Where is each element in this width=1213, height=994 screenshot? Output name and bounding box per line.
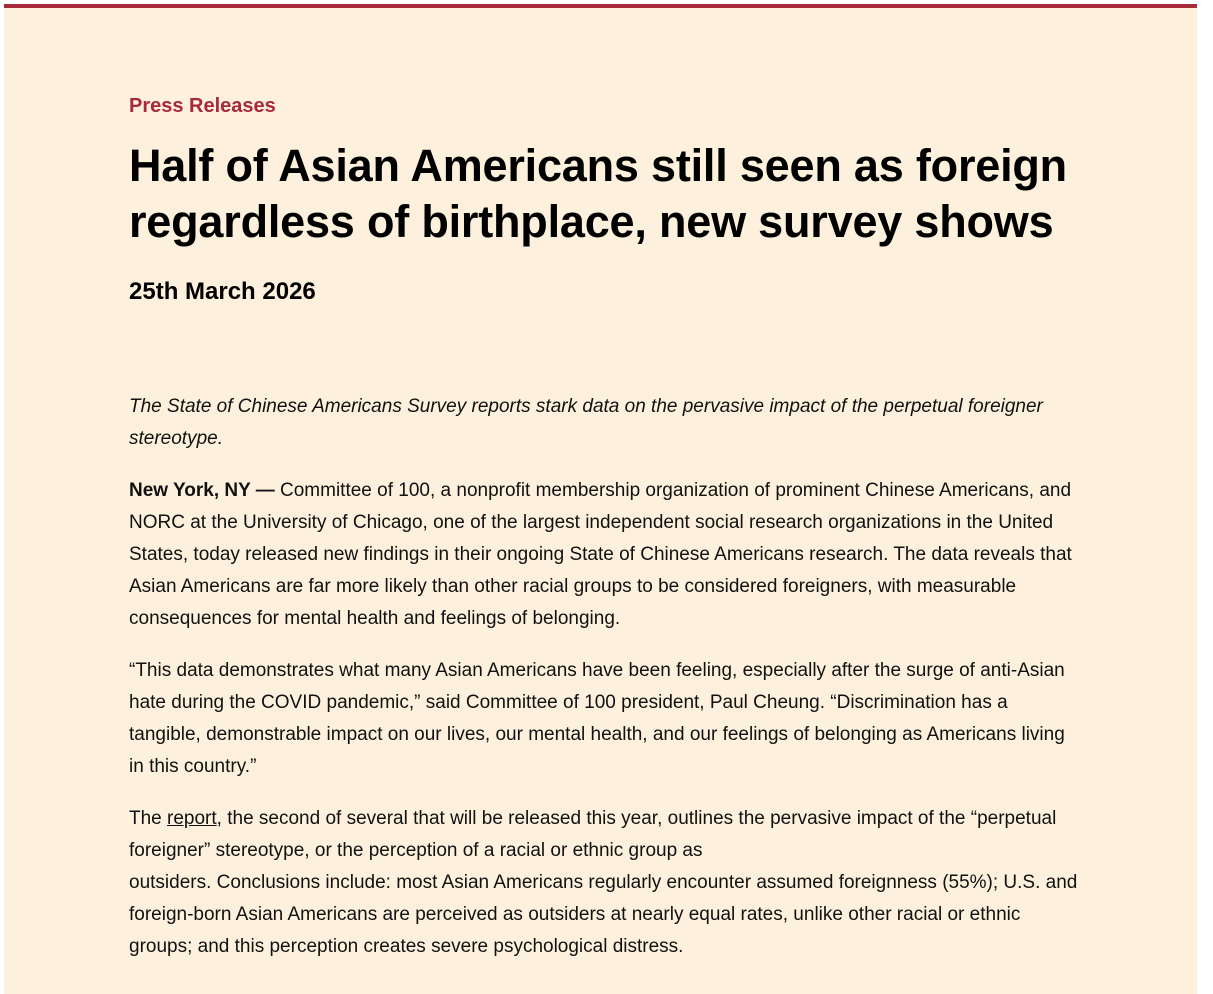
article-content bbox=[129, 94, 1084, 963]
report-link[interactable]: report bbox=[167, 808, 217, 829]
article-headline: Half of Asian Americans still seen as foreign regardless of birthplace, new survey shows bbox=[129, 140, 1067, 247]
article-page bbox=[4, 4, 1197, 994]
paragraph-text: The bbox=[129, 808, 168, 829]
category-link[interactable]: Press Releases bbox=[129, 95, 276, 117]
paragraph-text: outsiders. Conclusions include: most Asian Americans regularly encounter assumed foreignness (55%); U.S. and foreign-born Asian Americans are perceived as outsiders at nearly equal rates, unlike other racial or ethnic groups; and this perception creates severe psychological distress. bbox=[129, 872, 1078, 957]
dateline: New York, NY — bbox=[129, 480, 275, 501]
body-paragraph-1 bbox=[129, 475, 1084, 635]
body-paragraph-3 bbox=[129, 803, 1084, 963]
article-lede: The State of Chinese Americans Survey reports stark data on the pervasive impact of the perpetual foreigner stereotype. bbox=[129, 396, 1043, 449]
paragraph-text: Committee of 100, a nonprofit membership organization of prominent Chinese Americans, and NORC at the University of Chicago, one of the largest independent social research organizations in the United States, today released new findings in their ongoing State of Chinese Americans research. The data reveals that Asian Americans are far more likely than other racial groups to be considered foreigners, with measurable consequences for mental health and feelings of belonging. bbox=[129, 480, 1072, 629]
paragraph-text: , the second of several that will be released this year, outlines the pervasive impact of the “perpetual foreigner” stereotype, or the perception of a racial or ethnic group as bbox=[129, 808, 1057, 861]
body-paragraph-2: “This data demonstrates what many Asian Americans have been feeling, especially after the surge of anti-Asian hate during the COVID pandemic,” said Committee of 100 president, Paul Cheung. “Discrimination has a tangible, demonstrable impact on our lives, our mental health, and our feelings of belonging as Americans living in this country.” bbox=[129, 660, 1065, 777]
publish-date: 25th March 2026 bbox=[129, 278, 316, 305]
